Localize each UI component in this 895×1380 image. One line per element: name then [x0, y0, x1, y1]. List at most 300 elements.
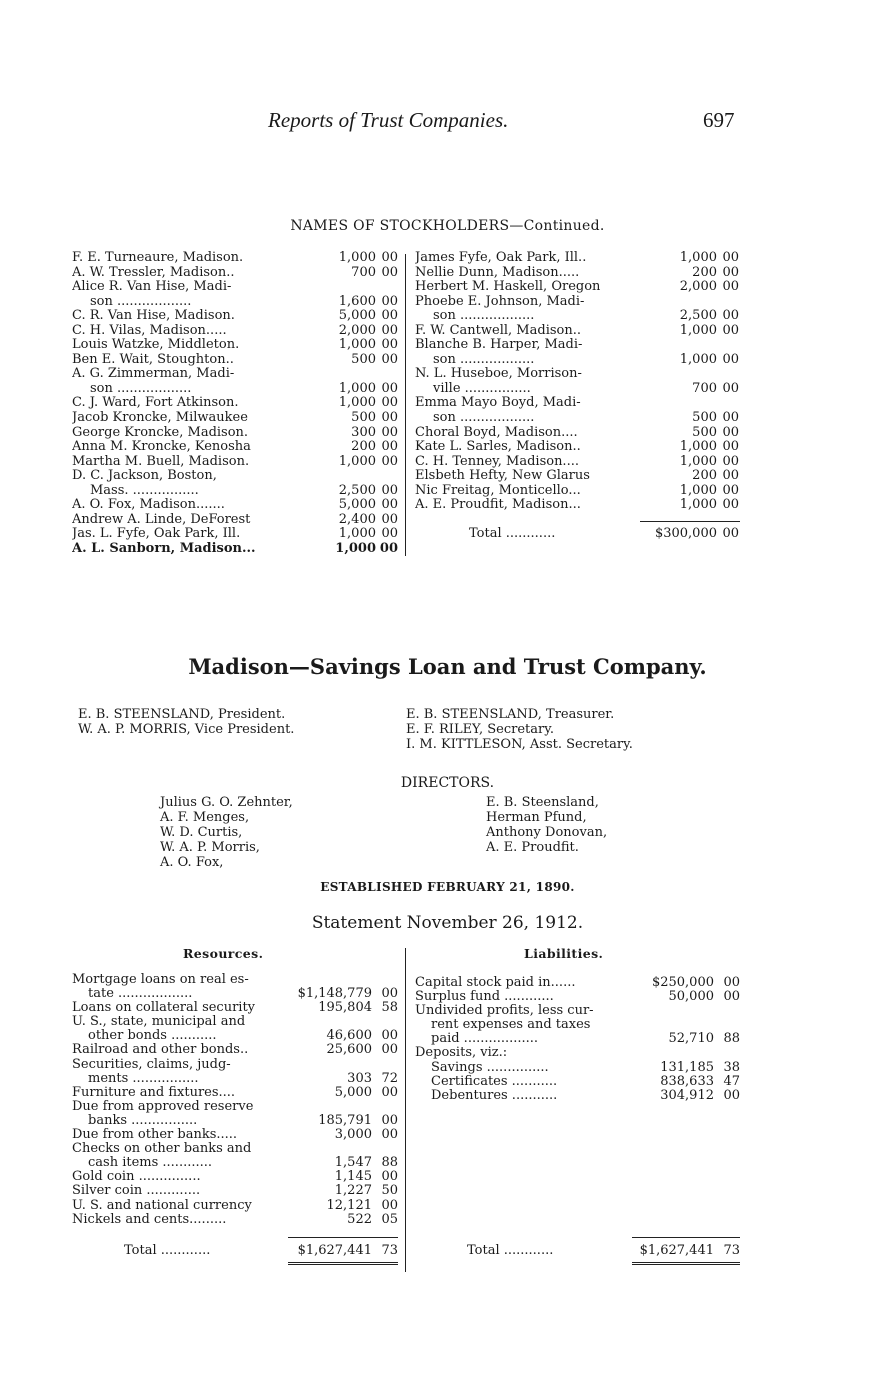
stockholder-row: [72, 484, 398, 499]
stockholders-title: NAMES OF STOCKHOLDERS—Continued.: [290, 218, 605, 234]
stockholder-row-cents: 00: [381, 308, 398, 324]
stockholder-row: [72, 396, 398, 411]
resource-row-amount: 3,000: [334, 1127, 372, 1143]
stockholder-row-amount: 5,000: [338, 497, 376, 513]
liability-row-cents: [714, 1046, 740, 1060]
stockholder-row-cents: 00: [722, 497, 739, 513]
resource-row-name: Nickels and cents.........: [72, 1212, 227, 1227]
liability-row-cents: [714, 1004, 740, 1018]
liability-row-name: Deposits, viz.:: [415, 1046, 508, 1061]
statement-date: Statement November 26, 1912.: [311, 913, 584, 933]
stockholder-row: [415, 396, 739, 411]
resource-row-amount: 1,547: [334, 1155, 372, 1171]
stockholder-row-cents: 00: [722, 308, 739, 324]
director-name: Anthony Donovan,: [486, 825, 608, 840]
liability-row: [415, 1018, 740, 1032]
resource-row: [72, 1213, 398, 1227]
stockholder-row: [72, 309, 398, 324]
resources-list: [72, 973, 398, 1227]
resource-row: [72, 1114, 398, 1128]
stockholder-row-name: A. E. Proudfit, Madison...: [415, 498, 581, 513]
stockholder-row-amount: [304, 469, 376, 484]
liabilities-total-label: Total ............: [467, 1244, 554, 1258]
stockholder-row-cents: 00: [381, 482, 398, 498]
stockholder-row-cents: 00: [381, 395, 398, 411]
resource-row-name: Silver coin .............: [72, 1184, 201, 1199]
officers-left: [78, 707, 294, 737]
resource-row-name: Due from other banks.....: [72, 1128, 238, 1143]
stockholder-row-amount: 200: [692, 264, 717, 280]
stockholder-row: [72, 295, 398, 310]
stockholder-row-cents: [717, 367, 739, 382]
stockholders-left-column: [72, 251, 398, 556]
stockholder-row-amount: 1,000: [338, 250, 376, 265]
resource-row-cents: 88: [381, 1155, 398, 1171]
stockholder-row-cents: 00: [381, 337, 398, 353]
stockholder-row-amount: 1,000: [679, 322, 717, 338]
stockholder-row-name: Martha M. Buell, Madison.: [72, 454, 250, 469]
director-name: A. O. Fox,: [160, 855, 224, 870]
liability-row: [415, 990, 740, 1004]
liabilities-sum-rule: [632, 1237, 740, 1238]
resource-row-cents: 05: [381, 1211, 398, 1227]
stockholder-row: [72, 353, 398, 368]
resource-row-name: other bonds ...........: [88, 1029, 217, 1044]
resource-row-cents: 00: [381, 1042, 398, 1058]
liabilities-total-row: [415, 1244, 740, 1258]
stockholder-row-cents: 00: [381, 497, 398, 513]
resources-total-amount: $1,627,441: [297, 1243, 372, 1258]
stockholder-row: [72, 527, 398, 542]
resource-row-amount: 185,791: [318, 1112, 372, 1128]
resource-row-name: Gold coin ...............: [72, 1170, 201, 1185]
stockholder-row-amount: [645, 338, 717, 353]
resource-row-cents: 00: [381, 1197, 398, 1213]
officer-president: E. B. STEENSLAND, President.: [78, 707, 286, 722]
stockholder-row-amount: 2,500: [338, 482, 376, 498]
stockholder-row-amount: 1,000: [338, 395, 376, 411]
resource-row-amount: 195,804: [318, 1000, 372, 1016]
stockholder-row-cents: 00: [722, 453, 739, 469]
resource-row-cents: 58: [381, 1000, 398, 1016]
stockholder-row-name: Mass. ................: [90, 483, 199, 498]
director-name: W. A. P. Morris,: [160, 840, 260, 855]
stockholder-row-name: F. W. Cantwell, Madison..: [415, 323, 581, 338]
liability-row-cents: 00: [723, 975, 740, 990]
resource-row-amount: $1,148,779: [297, 986, 372, 1002]
resource-row: [72, 1043, 398, 1057]
officer-asst-secretary: I. M. KITTLESON, Asst. Secretary.: [406, 737, 633, 752]
stockholder-row-amount: 500: [351, 351, 376, 367]
liability-row-name: Certificates ...........: [431, 1074, 558, 1089]
stockholder-row: [72, 280, 398, 295]
resource-row-cents: 00: [381, 986, 398, 1002]
resource-row: [72, 1170, 398, 1184]
stockholder-row-amount: 500: [692, 410, 717, 426]
liability-row: [415, 1075, 740, 1089]
liability-row: [415, 976, 740, 990]
liability-row-name: Undivided profits, less cur-: [415, 1004, 594, 1019]
resource-row-name: Due from approved reserve: [72, 1099, 254, 1114]
stockholder-row-cents: 00: [722, 439, 739, 455]
stockholder-row-amount: 1,000: [679, 482, 717, 498]
stockholder-row-name: Andrew A. Linde, DeForest: [72, 512, 251, 527]
stockholder-row-cents: 00: [379, 540, 398, 556]
stockholder-row: [72, 513, 398, 528]
liability-row-name: Savings ...............: [431, 1060, 549, 1075]
resource-row: [72, 1072, 398, 1086]
stockholder-row: [72, 382, 398, 397]
stockholder-row: [415, 324, 739, 339]
stockholder-row-amount: 1,000: [338, 337, 376, 353]
stockholder-row-amount: 1,000: [679, 497, 717, 513]
director-name: W. D. Curtis,: [160, 825, 243, 840]
directors-title: DIRECTORS.: [400, 775, 495, 791]
stockholder-row-cents: 00: [381, 424, 398, 440]
resource-row-name: Railroad and other bonds..: [72, 1043, 249, 1058]
stockholder-row: [415, 484, 739, 499]
resource-row-name: banks ................: [88, 1113, 198, 1128]
running-title: Reports of Trust Companies.: [268, 108, 509, 132]
stockholder-row-amount: [645, 367, 717, 382]
stockholder-row-cents: [717, 338, 739, 353]
stockholder-row-name: Elsbeth Hefty, New Glarus: [415, 469, 590, 484]
stockholder-row-cents: 00: [722, 279, 739, 295]
stockholder-row: [72, 542, 398, 557]
resource-row-cents: 00: [381, 1028, 398, 1044]
resource-row-amount: 1,145: [334, 1169, 372, 1185]
stockholder-row-amount: 2,400: [338, 511, 376, 527]
resources-sum-rule: [288, 1237, 398, 1238]
resource-row: [72, 1001, 398, 1015]
stockholder-row-name: Blanche B. Harper, Madi-: [415, 338, 583, 353]
resources-heading: Resources.: [183, 946, 264, 961]
stockholder-row-amount: [304, 280, 376, 295]
stockholder-row-cents: 00: [722, 410, 739, 426]
resource-row: [72, 1029, 398, 1043]
stockholder-row-amount: 1,000: [679, 439, 717, 455]
stockholder-row: [415, 455, 739, 470]
stockholder-row-amount: 200: [692, 468, 717, 484]
resource-row-cents: [372, 1142, 398, 1156]
stockholder-row-name: A. G. Zimmerman, Madi-: [72, 367, 235, 382]
liability-row: [415, 1061, 740, 1075]
stockholders-total-cents: 00: [722, 526, 739, 541]
liability-row-amount: 304,912: [660, 1087, 714, 1103]
stockholder-row-amount: 700: [351, 264, 376, 280]
resource-row-cents: 00: [381, 1112, 398, 1128]
resource-row-amount: [284, 1100, 372, 1114]
resource-row-name: Loans on collateral security: [72, 1001, 256, 1016]
stockholder-row-name: Jas. L. Fyfe, Oak Park, Ill.: [72, 527, 241, 542]
stockholder-row: [72, 469, 398, 484]
page-number: 697: [703, 108, 735, 132]
stockholder-row-name: son ..................: [433, 352, 535, 367]
stockholder-row: [72, 367, 398, 382]
stockholder-row-name: C. H. Vilas, Madison.....: [72, 323, 227, 338]
stockholder-row-amount: 1,000: [679, 250, 717, 265]
resource-row-cents: 00: [381, 1169, 398, 1185]
resource-row-name: Furniture and fixtures....: [72, 1085, 236, 1100]
officer-treasurer: E. B. STEENSLAND, Treasurer.: [406, 707, 615, 722]
stockholders-total-amount: $300,000: [654, 526, 717, 541]
stockholder-row-cents: 00: [722, 351, 739, 367]
stockholder-row-name: F. E. Turneaure, Madison.: [72, 251, 244, 265]
resource-row: [72, 1058, 398, 1072]
stockholders-total-label: Total ............: [469, 527, 556, 541]
stockholder-row-amount: 700: [692, 380, 717, 396]
liabilities-total-amount: $1,627,441: [639, 1243, 714, 1258]
stockholder-row-amount: 1,000: [679, 453, 717, 469]
liability-row-amount: $250,000: [651, 975, 714, 990]
liability-row-cents: 00: [723, 1087, 740, 1103]
stockholder-row: [72, 498, 398, 513]
stockholder-row-name: Ben E. Wait, Stoughton..: [72, 352, 234, 367]
liability-row: [415, 1089, 740, 1103]
stockholder-row: [72, 338, 398, 353]
resource-row-name: U. S., state, municipal and: [72, 1015, 246, 1030]
liabilities-total-cents: 73: [723, 1243, 740, 1258]
company-title: Madison—Savings Loan and Trust Company.: [188, 654, 707, 679]
director-name: A. E. Proudfit.: [486, 840, 579, 855]
stockholder-row: [72, 251, 398, 266]
stockholders-column-divider: [405, 254, 406, 556]
stockholder-row: [415, 280, 739, 295]
liability-row-amount: [626, 1018, 714, 1032]
liability-row-amount: 52,710: [668, 1031, 714, 1047]
resource-row-cents: [372, 973, 398, 987]
stockholder-row: [415, 498, 739, 513]
stockholder-row-cents: [376, 280, 398, 295]
stockholder-row-name: Phoebe E. Johnson, Madi-: [415, 294, 585, 309]
stockholder-row-name: James Fyfe, Oak Park, Ill..: [415, 251, 587, 265]
liability-row-amount: [626, 1046, 714, 1060]
stockholder-row-name: N. L. Huseboe, Morrison-: [415, 367, 582, 382]
resource-row: [72, 1199, 398, 1213]
stockholders-total-rule: [640, 521, 740, 522]
stockholder-row: [415, 367, 739, 382]
resources-total-cents: 73: [381, 1243, 398, 1258]
resource-row-amount: 12,121: [326, 1197, 372, 1213]
stockholder-row-name: ville ................: [433, 381, 531, 396]
stockholder-row-name: A. O. Fox, Madison.......: [72, 498, 225, 513]
stockholder-row-name: C. R. Van Hise, Madison.: [72, 309, 235, 324]
liabilities-heading: Liabilities.: [524, 946, 604, 961]
officer-secretary: E. F. RILEY, Secretary.: [406, 722, 554, 737]
resource-row-name: tate ..................: [88, 987, 193, 1002]
stockholder-row-name: Nic Freitag, Monticello...: [415, 483, 581, 498]
stockholder-row-cents: 00: [722, 380, 739, 396]
stockholder-row: [72, 455, 398, 470]
resource-row-amount: [284, 1015, 372, 1029]
resources-total-label: Total ............: [124, 1244, 211, 1258]
stockholder-row-amount: [645, 295, 717, 310]
stockholder-row-cents: [717, 396, 739, 411]
stockholder-row: [415, 295, 739, 310]
balance-column-divider: [405, 948, 406, 1272]
stockholder-row-amount: 1,000: [338, 380, 376, 396]
liability-row-amount: 838,633: [660, 1073, 714, 1089]
stockholder-row-amount: 1,000: [679, 351, 717, 367]
liability-row-cents: 38: [723, 1059, 740, 1075]
stockholder-row-cents: 00: [381, 439, 398, 455]
resource-row-amount: 25,600: [326, 1042, 372, 1058]
stockholder-row: [72, 324, 398, 339]
resource-row: [72, 973, 398, 987]
stockholder-row: [415, 309, 739, 324]
stockholders-right-column: [415, 251, 739, 513]
stockholder-row-amount: 1,000: [335, 540, 376, 556]
stockholder-row-cents: 00: [381, 410, 398, 426]
resource-row-cents: [372, 1058, 398, 1072]
stockholder-row-cents: 00: [381, 293, 398, 309]
stockholder-row-name: Emma Mayo Boyd, Madi-: [415, 396, 581, 411]
resource-row: [72, 1015, 398, 1029]
stockholder-row-amount: [645, 396, 717, 411]
stockholder-row-name: son ..................: [90, 294, 192, 309]
stockholder-row-amount: 1,000: [338, 453, 376, 469]
stockholder-row-amount: 200: [351, 439, 376, 455]
stockholder-row: [415, 411, 739, 426]
resources-total-double-rule: [288, 1262, 398, 1265]
officer-vice-president: W. A. P. MORRIS, Vice President.: [78, 722, 295, 737]
resource-row: [72, 1100, 398, 1114]
stockholder-row-name: son ..................: [433, 309, 535, 324]
stockholder-row-name: D. C. Jackson, Boston,: [72, 469, 217, 484]
liability-row-name: Capital stock paid in......: [415, 976, 576, 990]
stockholder-row-name: George Kroncke, Madison.: [72, 425, 249, 440]
stockholder-row-cents: [376, 367, 398, 382]
stockholder-row-cents: 00: [381, 250, 398, 265]
resource-row: [72, 1086, 398, 1100]
liability-row-name: rent expenses and taxes: [431, 1018, 591, 1033]
stockholder-row-cents: 00: [381, 351, 398, 367]
resource-row-name: Mortgage loans on real es-: [72, 973, 249, 987]
resource-row-cents: 00: [381, 1127, 398, 1143]
resource-row-amount: 522: [347, 1211, 372, 1227]
stockholder-row: [72, 440, 398, 455]
stockholder-row-cents: 00: [381, 322, 398, 338]
stockholder-row: [415, 338, 739, 353]
resource-row-cents: 50: [381, 1183, 398, 1199]
stockholder-row-cents: 00: [722, 424, 739, 440]
resources-total-row: [72, 1244, 398, 1258]
liability-row: [415, 1032, 740, 1046]
resource-row-cents: [372, 1100, 398, 1114]
stockholder-row-name: Jacob Kroncke, Milwaukee: [72, 411, 248, 426]
stockholder-row-name: A. L. Sanborn, Madison...: [72, 541, 256, 556]
resource-row-amount: 1,227: [334, 1183, 372, 1199]
stockholder-row-cents: 00: [722, 264, 739, 280]
liability-row-amount: 131,185: [660, 1059, 714, 1075]
stockholder-row-cents: [376, 469, 398, 484]
director-name: A. F. Menges,: [160, 810, 250, 825]
stockholder-row-cents: 00: [722, 468, 739, 484]
stockholder-row-amount: 2,500: [679, 308, 717, 324]
stockholder-row-amount: 500: [351, 410, 376, 426]
liability-row: [415, 1004, 740, 1018]
director-name: Herman Pfund,: [486, 810, 587, 825]
liability-row-cents: 47: [723, 1073, 740, 1089]
stockholder-row-cents: 00: [722, 322, 739, 338]
stockholder-row-name: Kate L. Sarles, Madison..: [415, 440, 581, 455]
stockholder-row-name: Anna M. Kroncke, Kenosha: [72, 440, 251, 455]
stockholder-row-cents: 00: [722, 250, 739, 265]
stockholder-row: [415, 251, 739, 266]
stockholder-row-name: son ..................: [90, 381, 192, 396]
resource-row-amount: [284, 1142, 372, 1156]
stockholder-row: [415, 353, 739, 368]
stockholders-total-row: [415, 527, 739, 542]
liability-row: [415, 1046, 740, 1060]
resource-row-amount: [284, 1058, 372, 1072]
resource-row: [72, 1128, 398, 1142]
stockholder-row: [415, 469, 739, 484]
resource-row-name: ments ................: [88, 1071, 199, 1086]
stockholder-row-name: Louis Watzke, Middleton.: [72, 338, 240, 353]
stockholder-row: [415, 382, 739, 397]
stockholder-row: [415, 440, 739, 455]
stockholder-row-cents: 00: [381, 453, 398, 469]
stockholder-row-amount: 500: [692, 424, 717, 440]
stockholder-row-cents: 00: [381, 264, 398, 280]
directors-left: [160, 795, 293, 870]
resource-row-amount: 5,000: [334, 1084, 372, 1100]
stockholder-row-name: Nellie Dunn, Madison.....: [415, 265, 580, 280]
stockholder-row: [72, 411, 398, 426]
stockholder-row-cents: 00: [381, 380, 398, 396]
stockholder-row-amount: [304, 367, 376, 382]
liability-row-cents: [714, 1018, 740, 1032]
stockholder-row: [72, 266, 398, 281]
stockholder-row-amount: 1,000: [338, 526, 376, 542]
liability-row-name: Debentures ...........: [431, 1088, 558, 1103]
stockholder-row-name: C. J. Ward, Fort Atkinson.: [72, 396, 239, 411]
stockholder-row-cents: 00: [381, 526, 398, 542]
liability-row-amount: 50,000: [668, 989, 714, 1005]
resource-row-amount: 303: [347, 1070, 372, 1086]
director-name: E. B. Steensland,: [486, 795, 599, 810]
stockholder-row-cents: [717, 295, 739, 310]
resource-row-name: U. S. and national currency: [72, 1198, 252, 1213]
liabilities-list: [415, 976, 740, 1103]
stockholder-row-name: Choral Boyd, Madison....: [415, 425, 578, 440]
liabilities-total-double-rule: [632, 1262, 740, 1265]
liability-row-name: paid ..................: [431, 1032, 539, 1047]
resource-row-name: cash items ............: [88, 1156, 213, 1171]
liability-row-amount: [626, 1004, 714, 1018]
directors-right: [486, 795, 607, 855]
stockholder-row-name: C. H. Tenney, Madison....: [415, 454, 579, 469]
stockholder-row-amount: 2,000: [338, 322, 376, 338]
resource-row-name: Securities, claims, judg-: [72, 1057, 231, 1072]
resource-row-amount: 46,600: [326, 1028, 372, 1044]
stockholder-row: [415, 266, 739, 281]
resource-row: [72, 1142, 398, 1156]
stockholder-row-name: Herbert M. Haskell, Oregon: [415, 280, 601, 295]
stockholder-row-name: A. W. Tressler, Madison..: [72, 265, 235, 280]
established-date: ESTABLISHED FEBRUARY 21, 1890.: [320, 880, 575, 894]
liability-row-cents: 88: [723, 1031, 740, 1047]
stockholder-row-amount: 300: [351, 424, 376, 440]
stockholder-row-cents: 00: [722, 482, 739, 498]
resource-row: [72, 1156, 398, 1170]
resource-row-amount: [284, 973, 372, 987]
stockholder-row-cents: 00: [381, 511, 398, 527]
resource-row: [72, 987, 398, 1001]
stockholder-row: [415, 426, 739, 441]
stockholder-row-name: son ..................: [433, 411, 535, 426]
